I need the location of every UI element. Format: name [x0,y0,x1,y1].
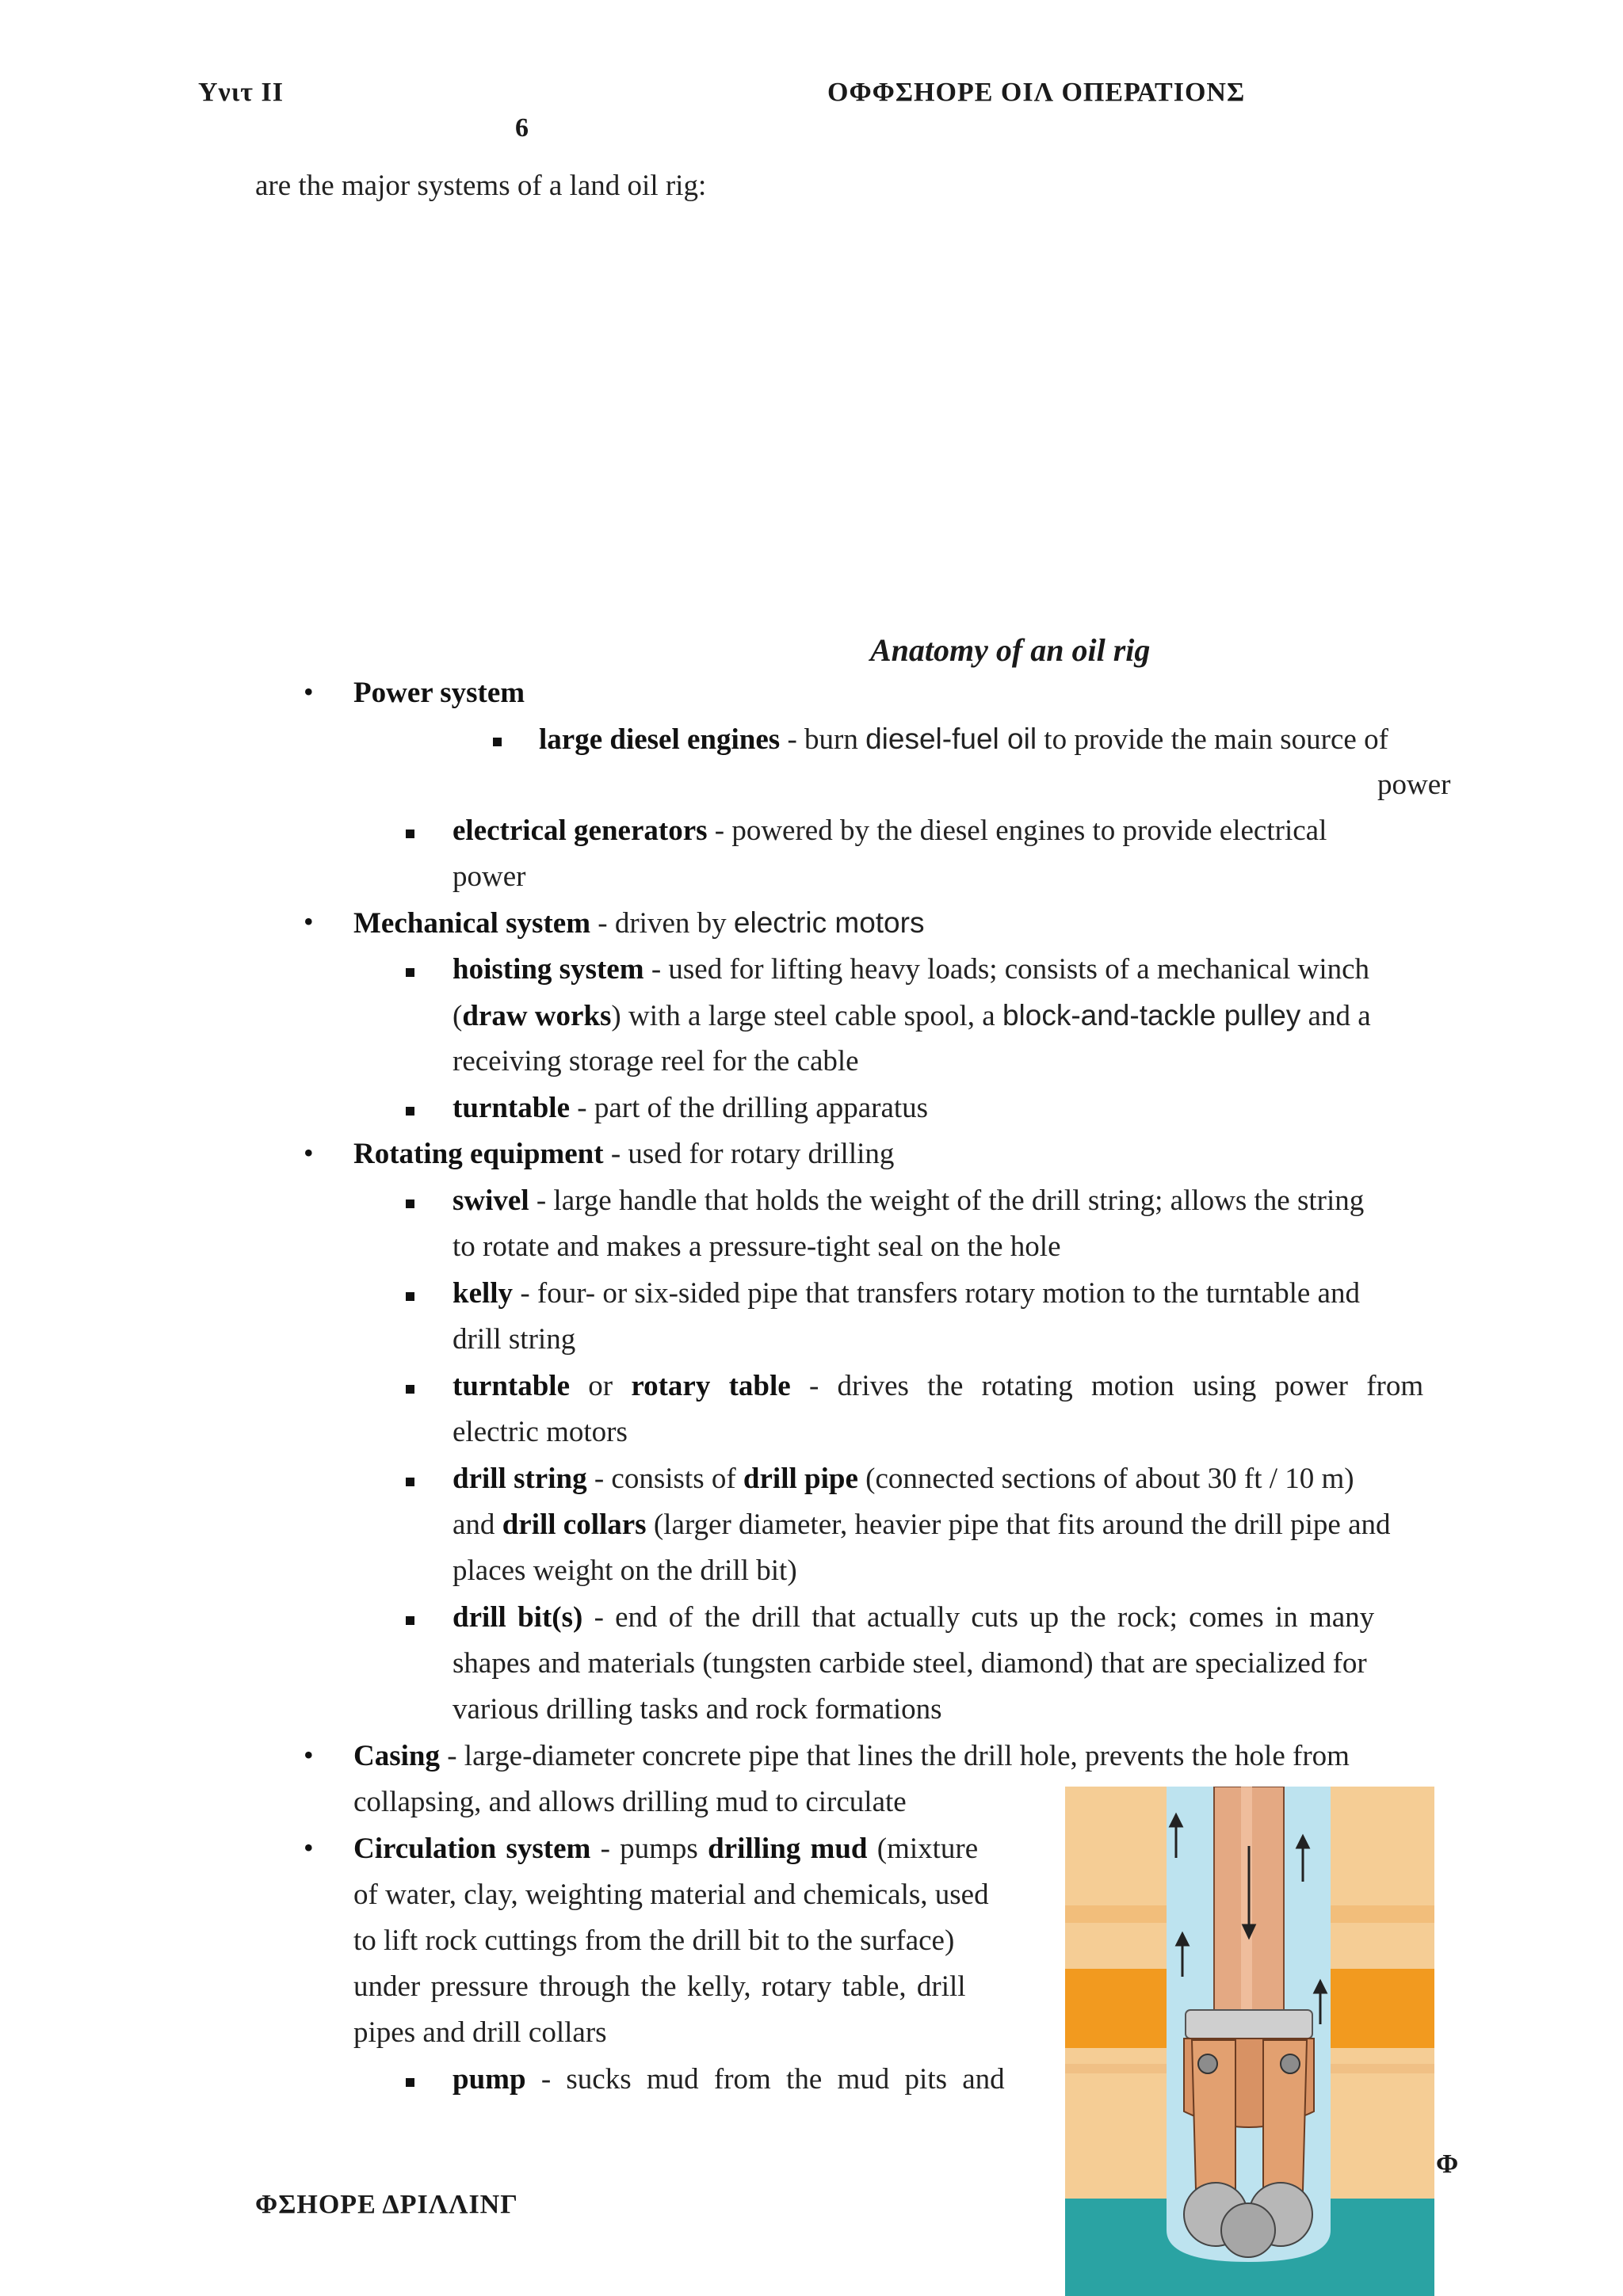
bullet-icon: • [304,906,314,937]
square-bullet-icon [406,1478,414,1486]
rotating-item-turntable-cont: electric motors [453,1416,628,1448]
rotating-item-drill-string-cont: and drill collars (larger diameter, heavier pipe that fits around the drill pipe and [453,1508,1391,1541]
mechanical-item-hoisting-cont2: receiving storage reel for the cable [453,1045,859,1077]
section-power-title: Power system [353,677,525,709]
section-rotating-title: Rotating equipment - used for rotary drilling [353,1138,895,1170]
bullet-icon: • [304,1137,314,1169]
rotating-item-kelly: kelly - four- or six-sided pipe that transfers rotary motion to the turntable and [453,1277,1360,1310]
bullet-icon: • [304,676,314,707]
rotating-item-swivel-cont: to rotate and makes a pressure-tight seal on the hole [453,1230,1061,1263]
power-item-generators: electrical generators - powered by the diesel engines to provide electrical [453,814,1327,847]
power-item-diesel-cont: power [1377,769,1451,801]
section-circulation-cont: of water, clay, weighting material and chemicals, used [353,1878,989,1911]
intro-text: are the major systems of a land oil rig: [255,170,707,202]
circulation-item-pump: pump - sucks mud from the mud pits and [453,2063,1005,2096]
square-bullet-icon [493,738,502,746]
section-circulation-cont4: pipes and drill collars [353,2016,607,2049]
square-bullet-icon [406,2078,414,2087]
power-item-generators-cont: power [453,860,526,893]
square-bullet-icon [406,830,414,838]
bullet-icon: • [304,1832,314,1863]
square-bullet-icon [406,1616,414,1625]
square-bullet-icon [406,1199,414,1208]
section-casing-title: Casing - large-diameter concrete pipe that lines the drill hole, prevents the hole from [353,1740,1350,1772]
rotating-item-swivel: swivel - large handle that holds the weight of the drill string; allows the string [453,1184,1365,1217]
section-circulation-title: Circulation system - pumps drilling mud (mixture [353,1833,979,1865]
mechanical-item-hoisting-cont: (draw works) with a large steel cable spool, a block-and-tackle pulley and a [453,999,1371,1032]
rotating-item-drill-bit-cont2: various drilling tasks and rock formations [453,1693,942,1726]
square-bullet-icon [406,1385,414,1394]
drill-bit-illustration [1065,1787,1434,2296]
section-circulation-cont2: to lift rock cuttings from the drill bit to the surface) [353,1924,955,1957]
mechanical-item-turntable: turntable - part of the drilling apparatus [453,1092,929,1124]
footer-left: ΦΣΗΟΡΕ ΔΡΙΛΛΙΝΓ [255,2190,518,2219]
figure-caption: Anatomy of an oil rig [870,632,1151,668]
square-bullet-icon [406,1292,414,1301]
rotating-item-drill-string-cont2: places weight on the drill bit) [453,1554,797,1587]
square-bullet-icon [406,968,414,977]
footer-right: Φ [1436,2149,1460,2179]
section-casing-cont: collapsing, and allows drilling mud to circulate [353,1786,907,1818]
rotating-item-drill-bit: drill bit(s) - end of the drill that actually cuts up the rock; comes in many [453,1601,1375,1634]
power-item-diesel: large diesel engines - burn diesel-fuel oil to provide the main source of [539,723,1388,756]
section-mechanical-title: Mechanical system - driven by electric motors [353,906,925,940]
rotating-item-drill-string: drill string - consists of drill pipe (connected sections of about 30 ft / 10 m) [453,1463,1354,1495]
header-title: ΟΦΦΣΗΟΡΕ ΟΙΛ ΟΠΕΡΑΤΙΟΝΣ [827,78,1246,107]
square-bullet-icon [406,1107,414,1116]
header-unit: Υνιτ ΙΙ [198,78,284,107]
mechanical-item-hoisting: hoisting system - used for lifting heavy loads; consists of a mechanical winch [453,953,1370,986]
bullet-icon: • [304,1739,314,1771]
rotating-item-turntable: turntable or rotary table - drives the rotating motion using power from [453,1370,1424,1402]
rotating-item-drill-bit-cont: shapes and materials (tungsten carbide steel, diamond) that are specialized for [453,1647,1367,1680]
page-number: 6 [515,113,529,143]
rotating-item-kelly-cont: drill string [453,1323,576,1356]
section-circulation-cont3: under pressure through the kelly, rotary table, drill [353,1970,966,2003]
